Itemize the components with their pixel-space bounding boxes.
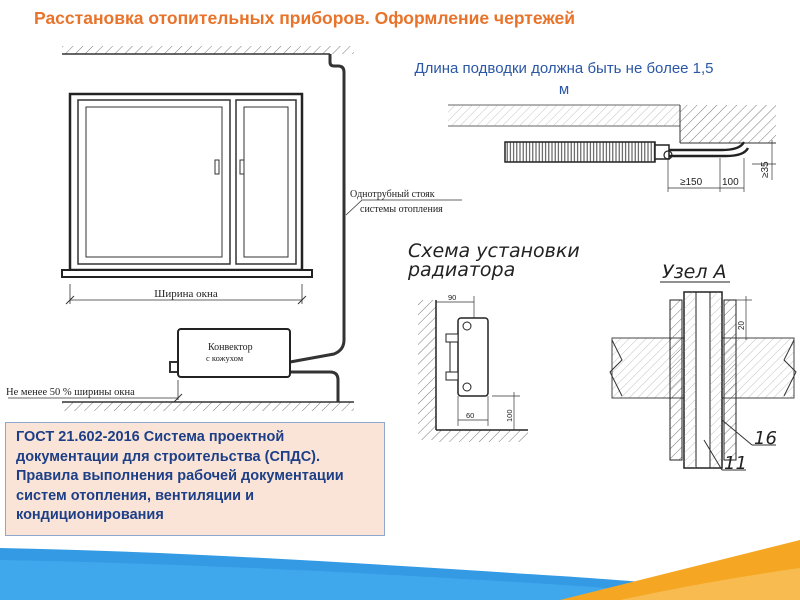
window-frame <box>70 94 302 270</box>
install-scheme-title-2: радиатора <box>408 259 516 281</box>
min-width-label: Не менее 50 % ширины окна <box>6 387 135 398</box>
scheme-radiator <box>458 318 488 396</box>
window-handle-right <box>240 160 244 174</box>
convector-label-2: с кожухом <box>206 353 244 363</box>
window-handle-left <box>215 160 219 174</box>
dim-150: ≥150 <box>680 177 703 188</box>
plan-column-hatch <box>680 105 776 143</box>
install-scheme-title-1: Схема установки <box>408 240 580 262</box>
convector-label-1: Конвектор <box>208 342 253 353</box>
dim-20: 20 <box>737 321 746 330</box>
dim-90: 90 <box>448 293 457 302</box>
supply-length-note: Длина подводки должна быть не более 1,5 м <box>414 60 714 98</box>
floor-hatch <box>62 402 354 411</box>
scheme-bracket-top <box>446 334 458 342</box>
page-title: Расстановка отопительных приборов. Оформление чертежей <box>34 8 576 28</box>
gost-reference-box: ГОСТ 21.602-2016 Система проектной документации для строительства (СПДС). Правила выполнения рабочей документации систем отопления, вентиляции и кондиционирования <box>5 422 385 536</box>
plan-radiator <box>505 142 655 162</box>
riser-label-1: Однотрубный стояк <box>350 189 435 200</box>
plan-wall-hatch <box>448 105 680 126</box>
node-a-title: Узел А <box>662 261 727 283</box>
return-pipe <box>290 372 338 402</box>
dim-35: ≥35 <box>760 161 771 178</box>
node-a <box>610 261 796 474</box>
dim-100-scheme: 100 <box>505 409 514 422</box>
node-sleeve-left <box>670 300 682 460</box>
callout-16: 16 <box>754 428 777 449</box>
riser-pipe <box>290 54 344 362</box>
scheme-wall-hatch <box>418 300 436 440</box>
window-sill <box>62 270 312 277</box>
scheme-bracket-bottom <box>446 372 458 380</box>
callout-11: 11 <box>724 453 747 474</box>
dim-100: 100 <box>722 177 739 188</box>
scheme-floor-hatch <box>436 430 528 442</box>
riser-label-2: системы отопления <box>360 204 443 215</box>
node-sleeve-right <box>724 300 736 460</box>
ceiling-hatch <box>62 46 354 54</box>
window-drawing <box>6 46 462 411</box>
plan-drawing <box>448 105 776 192</box>
decor-waves <box>0 540 800 600</box>
install-scheme <box>407 240 580 442</box>
window-width-label: Ширина окна <box>154 288 218 300</box>
dim-60: 60 <box>466 411 475 420</box>
